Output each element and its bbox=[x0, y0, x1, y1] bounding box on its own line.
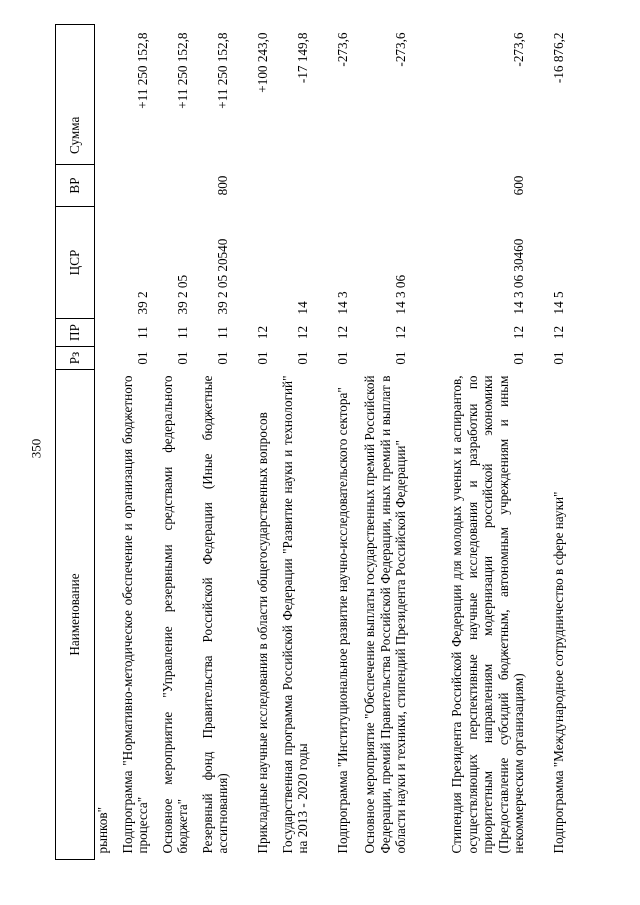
table-row bbox=[412, 25, 530, 860]
row-rz: 01 bbox=[393, 351, 408, 365]
table-row bbox=[314, 25, 354, 860]
row-csr: 39 2 bbox=[135, 291, 150, 315]
row-vr bbox=[314, 165, 354, 207]
row-name: Подпрограмма "Международное сотрудничество в сфере науки" bbox=[551, 491, 566, 854]
row-vr bbox=[95, 165, 114, 207]
row-csr bbox=[234, 207, 274, 319]
row-csr: 14 3 bbox=[335, 291, 350, 315]
row-sum: -17 149,8 bbox=[295, 32, 310, 84]
row-sum: -273,6 bbox=[511, 32, 526, 67]
table-row bbox=[354, 25, 412, 860]
header-rz: Рз bbox=[56, 347, 95, 370]
header-name: Наименование bbox=[56, 370, 95, 860]
row-sum: +11 250 152,8 bbox=[175, 32, 190, 109]
row-name: Основное мероприятие "Управление резервными средствами федерального бюджета" bbox=[159, 375, 190, 854]
row-vr bbox=[274, 165, 314, 207]
row-rz: 01 bbox=[255, 351, 270, 365]
table-row bbox=[194, 25, 234, 860]
table-row bbox=[274, 25, 314, 860]
row-sum: -273,6 bbox=[393, 32, 408, 67]
row-vr: 800 bbox=[215, 175, 230, 196]
row-vr bbox=[154, 165, 194, 207]
table-row bbox=[154, 25, 194, 860]
row-pr: 12 bbox=[551, 325, 566, 340]
row-rz: 01 bbox=[335, 351, 350, 365]
header-sum: Сумма bbox=[56, 25, 95, 165]
page-number: 350 bbox=[28, 438, 44, 459]
row-csr: 14 3 06 30460 bbox=[511, 238, 526, 315]
table-row bbox=[95, 25, 114, 860]
row-sum: +100 243,0 bbox=[255, 32, 270, 93]
row-vr bbox=[530, 165, 570, 207]
row-csr: 14 5 bbox=[551, 291, 566, 315]
header-pr: ПР bbox=[56, 319, 95, 347]
budget-table bbox=[55, 24, 570, 860]
row-csr: 14 bbox=[295, 301, 310, 315]
row-sum: +11 250 152,8 bbox=[135, 32, 150, 109]
row-name: Государственная программа Российской Федерации "Развитие науки и технологий" на 2013 - 2020 годы bbox=[279, 375, 310, 854]
row-sum: +11 250 152,8 bbox=[215, 32, 230, 109]
row-name: рынков" bbox=[95, 807, 110, 854]
row-rz: 01 bbox=[135, 351, 150, 365]
row-name: Основное мероприятие "Обеспечение выплаты государственных премий Российской Федерации, премий Правительства Российской Федерации, иных премий и выплат в области науки и техники, стипендий Президента Российской Федерации" bbox=[362, 375, 408, 854]
header-csr: ЦСР bbox=[56, 207, 95, 319]
row-pr: 12 bbox=[335, 325, 350, 340]
row-pr: 11 bbox=[215, 326, 230, 339]
row-name: Подпрограмма "Нормативно-методическое обеспечение и организация бюджетного процесса" bbox=[119, 375, 150, 854]
row-sum: -16 876,2 bbox=[551, 32, 566, 84]
table-row bbox=[234, 25, 274, 860]
row-pr: 11 bbox=[175, 326, 190, 339]
row-vr bbox=[354, 165, 412, 207]
row-vr: 600 bbox=[511, 175, 526, 196]
row-pr: 12 bbox=[511, 325, 526, 340]
row-pr: 12 bbox=[295, 325, 310, 340]
budget-table-page bbox=[55, 25, 575, 860]
table-row bbox=[530, 25, 570, 860]
row-pr: 12 bbox=[393, 325, 408, 340]
header-vr: ВР bbox=[56, 165, 95, 207]
row-pr bbox=[95, 319, 114, 347]
row-name: Подпрограмма "Институциональное развитие научно-исследовательского сектора" bbox=[335, 387, 350, 854]
row-csr: 14 3 06 bbox=[393, 274, 408, 315]
row-rz: 01 bbox=[295, 351, 310, 365]
row-rz bbox=[95, 347, 114, 370]
row-vr bbox=[114, 165, 154, 207]
row-vr bbox=[234, 165, 274, 207]
row-rz: 01 bbox=[551, 351, 566, 365]
row-name: Прикладные научные исследования в области общегосударственных вопросов bbox=[255, 412, 270, 854]
row-pr: 12 bbox=[255, 325, 270, 340]
row-csr: 39 2 05 20540 bbox=[215, 238, 230, 315]
row-csr: 39 2 05 bbox=[175, 274, 190, 315]
table-header-row bbox=[56, 25, 95, 860]
row-rz: 01 bbox=[175, 351, 190, 365]
table-row bbox=[114, 25, 154, 860]
row-pr: 11 bbox=[135, 326, 150, 339]
row-sum bbox=[95, 25, 114, 165]
row-csr bbox=[95, 207, 114, 319]
row-rz: 01 bbox=[511, 351, 526, 365]
row-rz: 01 bbox=[215, 351, 230, 365]
row-name: Стипендия Президента Российской Федерации для молодых ученых и аспирантов, осуществляющих перспективные научные исследования и разработки по приоритетным направлениям модернизации российской экономики (Предоставление субсидий бюджетным, автономным учреждениям и иным некоммерческим организациям) bbox=[449, 375, 526, 854]
row-name: Резервный фонд Правительства Российской Федерации (Иные бюджетные ассигнования) bbox=[199, 375, 230, 854]
row-sum: -273,6 bbox=[335, 32, 350, 67]
